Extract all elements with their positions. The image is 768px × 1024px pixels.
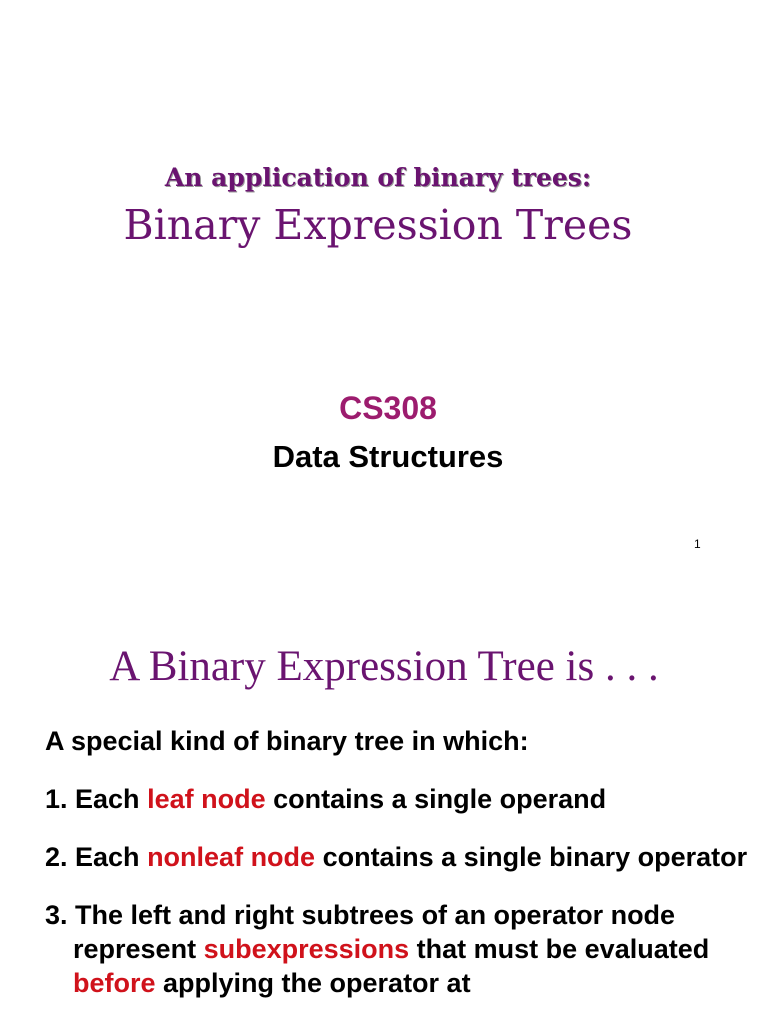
page-number: 1 xyxy=(694,537,701,551)
emphasis-text: before xyxy=(73,968,156,998)
slide-title: Binary Expression Trees xyxy=(123,201,633,249)
item-text: 3. The left and right subtrees of an operator node represent xyxy=(45,900,676,964)
item-text: applying the operator at xyxy=(155,968,471,998)
list-item xyxy=(45,840,765,874)
slide-2 xyxy=(0,580,768,1024)
emphasis-text: nonleaf node xyxy=(147,842,316,872)
emphasis-text: leaf node xyxy=(147,784,266,814)
item-text: 1. Each xyxy=(45,784,148,814)
intro-text: A special kind of binary tree in which: xyxy=(45,726,529,756)
item-text: that must be evaluated xyxy=(409,934,710,964)
item-text: contains a single binary operator xyxy=(315,842,748,872)
item-text: 2. Each xyxy=(45,842,148,872)
item-text: contains a single operand xyxy=(265,784,607,814)
emphasis-text: subexpressions xyxy=(203,934,410,964)
slide-subtitle: An application of binary trees: xyxy=(164,163,592,192)
list-item xyxy=(45,782,765,816)
course-code: CS308 xyxy=(339,390,437,426)
slide-body xyxy=(45,724,765,1000)
course-name: Data Structures xyxy=(272,439,504,474)
slide-title: A Binary Expression Tree is . . . xyxy=(109,643,659,690)
list-item xyxy=(45,898,765,1000)
